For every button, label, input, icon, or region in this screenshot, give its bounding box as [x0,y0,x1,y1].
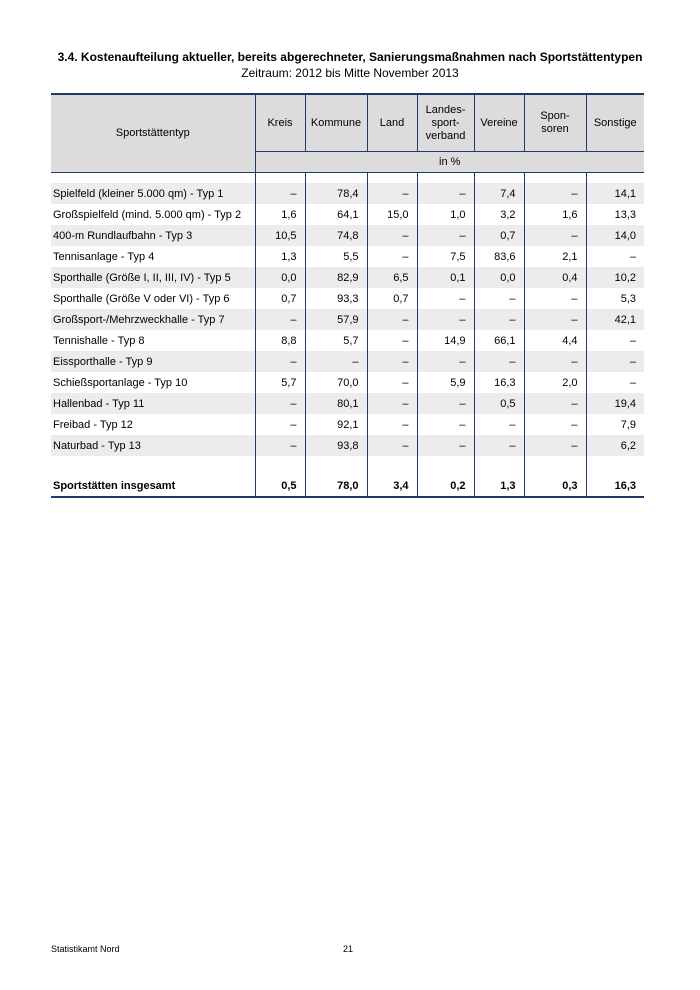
cell-value: 0,5 [255,476,305,497]
cell-value: 14,0 [586,225,644,246]
table-row [51,288,644,309]
cell-value: 6,5 [367,267,417,288]
cell-value: 0,0 [255,267,305,288]
cell-value: – [417,414,474,435]
cell-value: – [367,225,417,246]
row-label: Freibad - Typ 12 [53,418,133,431]
cell-value: 0,7 [255,288,305,309]
cell-value: 82,9 [305,267,367,288]
cell-value: – [474,414,524,435]
row-label: 400-m Rundlaufbahn - Typ 3 [51,225,255,246]
cell-value: – [586,330,644,351]
cell-value: 10,2 [586,267,644,288]
cell-value: – [255,183,305,204]
table-row [51,183,644,204]
cell-value: 0,3 [524,476,586,497]
cell-value: – [586,246,644,267]
cell-value: 0,7 [367,288,417,309]
table-row [51,351,644,372]
cell-value [474,173,524,184]
table-row [51,372,644,393]
cell-value: 64,1 [305,204,367,225]
cell-value: 7,5 [417,246,474,267]
cell-value: – [524,288,586,309]
cell-value: – [417,309,474,330]
cell-value: – [367,393,417,414]
cell-value: 8,8 [255,330,305,351]
cell-value: – [474,351,524,372]
cell-value: 15,0 [367,204,417,225]
cell-value: – [524,435,586,456]
cell-value: 1,0 [417,204,474,225]
cell-value: – [474,288,524,309]
cell-value: – [417,393,474,414]
cell-value: – [367,246,417,267]
cell-value: 5,9 [417,372,474,393]
cell-value: 92,1 [305,414,367,435]
cell-value [255,173,305,184]
cell-value: 78,4 [305,183,367,204]
cell-value: 78,0 [305,476,367,497]
cell-value [417,456,474,476]
table-row [51,225,644,246]
cell-value: 0,2 [417,476,474,497]
col-header: Kommune [305,94,367,152]
col-header: Kreis [255,94,305,152]
table-row [51,309,644,330]
row-label: Sportstätten insgesamt [51,476,255,497]
cell-value: 80,1 [305,393,367,414]
row-label: Großspielfeld (mind. 5.000 qm) - Typ 2 [53,208,242,221]
table-title: 3.4. Kostenaufteilung aktueller, bereits abgerechneter, Sanierungsmaßnahmen nach Sportstättentypen [57,50,643,64]
table-row [51,414,644,435]
cell-value [524,173,586,184]
row-label: Sporthalle (Größe V oder VI) - Typ 6 [53,292,230,305]
cell-value: – [367,414,417,435]
cell-value: 13,3 [586,204,644,225]
cell-value: 57,9 [305,309,367,330]
cell-value [474,456,524,476]
cell-value: 1,3 [255,246,305,267]
unit-label: in % [255,152,644,173]
cell-value: – [305,351,367,372]
row-label: Tennisanlage - Typ 4 [53,250,155,263]
cell-value: 16,3 [586,476,644,497]
cell-value: 5,7 [305,330,367,351]
cell-value: – [367,351,417,372]
cell-value: 74,8 [305,225,367,246]
cell-value: 3,2 [474,204,524,225]
cell-value: – [417,288,474,309]
cell-value: 93,8 [305,435,367,456]
cell-value: 0,7 [474,225,524,246]
cell-value: – [474,309,524,330]
cell-value: 93,3 [305,288,367,309]
cell-value: 6,2 [586,435,644,456]
cell-value: – [255,351,305,372]
cell-value: 83,6 [474,246,524,267]
cell-value: – [367,330,417,351]
cell-value: 0,4 [524,267,586,288]
footer-source: Statistikamt Nord [51,944,120,954]
cell-value: – [586,372,644,393]
col-header: Vereine [474,94,524,152]
cell-value: 0,1 [417,267,474,288]
cell-value: 1,6 [524,204,586,225]
cell-value: 7,4 [474,183,524,204]
row-label: Naturbad - Typ 13 [51,435,255,456]
table-row [51,246,644,267]
spacer-row [51,456,644,476]
cell-value: 70,0 [305,372,367,393]
cell-value: – [524,414,586,435]
cell-value: – [255,414,305,435]
col-header: Land [367,94,417,152]
cell-value: 10,5 [255,225,305,246]
cell-value: 1,6 [255,204,305,225]
row-label: Spielfeld (kleiner 5.000 qm) - Typ 1 [51,183,255,204]
cell-value: – [367,183,417,204]
cell-value: 1,3 [474,476,524,497]
cell-value: – [586,351,644,372]
cell-value: – [255,309,305,330]
cell-value: 16,3 [474,372,524,393]
cell-value: – [367,435,417,456]
cell-value: 14,9 [417,330,474,351]
cell-value: – [524,351,586,372]
cell-value [586,173,644,184]
row-label: Sporthalle (Größe I, II, III, IV) - Typ 5 [51,267,255,288]
cell-value [305,456,367,476]
cell-value: 7,9 [586,414,644,435]
cell-value: – [524,225,586,246]
cell-value [305,173,367,184]
cell-value: 42,1 [586,309,644,330]
table-row [51,393,644,414]
cell-value: – [524,183,586,204]
cell-value: 19,4 [586,393,644,414]
table-row [51,435,644,456]
cell-value: – [524,393,586,414]
cell-value: 5,5 [305,246,367,267]
cell-value [586,456,644,476]
cell-value: 0,0 [474,267,524,288]
cell-value: – [524,309,586,330]
row-label: Schießsportanlage - Typ 10 [53,376,188,389]
cell-value: 0,5 [474,393,524,414]
cell-value: – [255,393,305,414]
cell-value: – [417,183,474,204]
cell-value [417,173,474,184]
cell-value: 2,1 [524,246,586,267]
cell-value: 5,3 [586,288,644,309]
col-header: Sonstige [586,94,644,152]
cell-value: – [255,435,305,456]
table-row [51,267,644,288]
cell-value: 14,1 [586,183,644,204]
row-label: Tennishalle - Typ 8 [53,334,145,347]
table-row [51,330,644,351]
cell-value [524,456,586,476]
cell-value: – [417,435,474,456]
row-label [51,456,255,476]
cell-value: 3,4 [367,476,417,497]
cell-value: – [417,351,474,372]
table-subtitle: Zeitraum: 2012 bis Mitte November 2013 [241,66,459,80]
cell-value: 5,7 [255,372,305,393]
row-label: Eissporthalle - Typ 9 [51,351,255,372]
cell-value: – [367,372,417,393]
cell-value: 2,0 [524,372,586,393]
cell-value: 66,1 [474,330,524,351]
row-header: Sportstättentyp [51,94,255,173]
cell-value [367,456,417,476]
row-label: Hallenbad - Typ 11 [51,393,255,414]
total-row [51,476,644,497]
cost-table [51,93,644,498]
table-row [51,204,644,225]
page-number: 21 [343,944,354,954]
cell-value: 4,4 [524,330,586,351]
spacer-row [51,173,644,184]
cell-value: – [474,435,524,456]
cell-value [255,456,305,476]
cell-value: – [367,309,417,330]
col-header: Landes- sport- verband [417,94,474,152]
cell-value [367,173,417,184]
row-label: Großsport-/Mehrzweckhalle - Typ 7 [51,309,255,330]
col-header: Spon- soren [524,94,586,152]
cell-value: – [417,225,474,246]
row-label [51,173,255,184]
